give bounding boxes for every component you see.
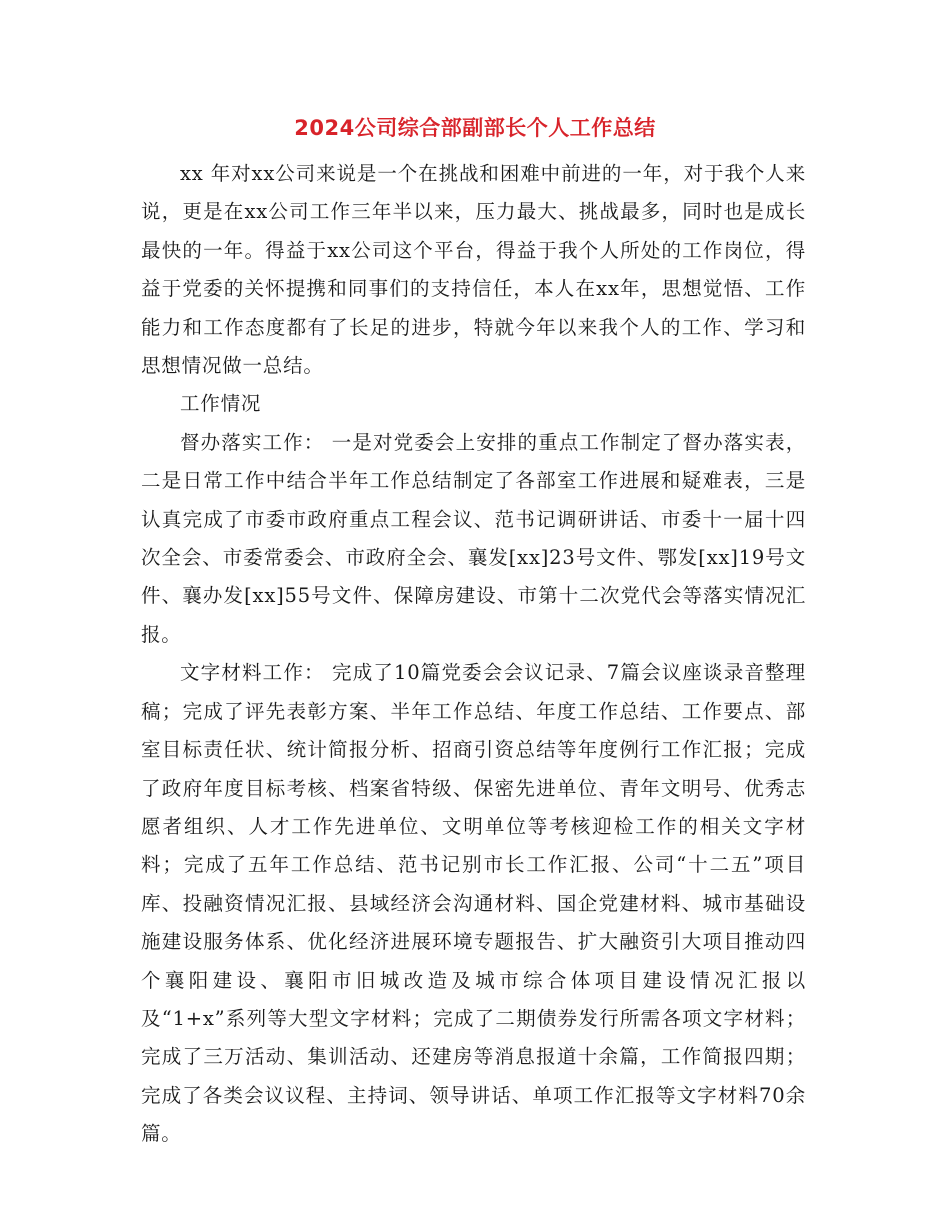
paragraph-writing: 文字材料工作： 完成了10篇党委会会议记录、7篇会议座谈录音整理稿；完成了评先表彰方案、半年工作总结、年度工作总结、工作要点、部室目标责任状、统计简报分析、招商引资总结等年度例行工作汇报；完成了政府年度目标考核、档案省特级、保密先进单位、青年文明号、优秀志愿者组织、人才工作先进单位、文明单位等考核迎检工作的相关文字材料；完成了五年工作总结、范书记别市长工作汇报、公司“十二五”项目库、投融资情况汇报、县域经济会沟通材料、国企党建材料、城市基础设施建设服务体系、优化经济进展环境专题报告、扩大融资引大项目推动四个襄阳建设、襄阳市旧城改造及城市综合体项目建设情况汇报以及“1+x”系列等大型文字材料；完成了二期债券发行所需各项文字材料；完成了三万活动、集训活动、还建房等消息报道十余篇，工作简报四期；完成了各类会议议程、主持词、领导讲话、单项工作汇报等文字材料70余篇。 (141, 661, 806, 1146)
paragraph-intro: xx 年对xx公司来说是一个在挑战和困难中前进的一年，对于我个人来说，更是在xx公司工作三年半以来，压力最大、挑战最多，同时也是成长最快的一年。得益于xx公司这个平台，得益于我个人所处的工作岗位，得益于党委的关怀提携和同事们的支持信任，本人在xx年，思想觉悟、工作能力和工作态度都有了长足的进步，特就今年以来我个人的工作、学习和思想情况做一总结。 (141, 162, 806, 378)
paragraph-supervision: 督办落实工作： 一是对党委会上安排的重点工作制定了督办落实表，二是日常工作中结合半年工作总结制定了各部室工作进展和疑难表，三是认真完成了市委市政府重点工程会议、范书记调研讲话、市委十一届十四次全会、市委常委会、市政府全会、襄发[xx]23号文件、鄂发[xx]19号文件、襄办发[xx]55号文件、保障房建设、市第十二次党代会等落实情况汇报。 (141, 430, 806, 646)
document-title: 2024公司综合部副部长个人工作总结 (294, 116, 656, 140)
section-heading-work: 工作情况 (180, 392, 262, 416)
document-body (141, 155, 806, 1154)
